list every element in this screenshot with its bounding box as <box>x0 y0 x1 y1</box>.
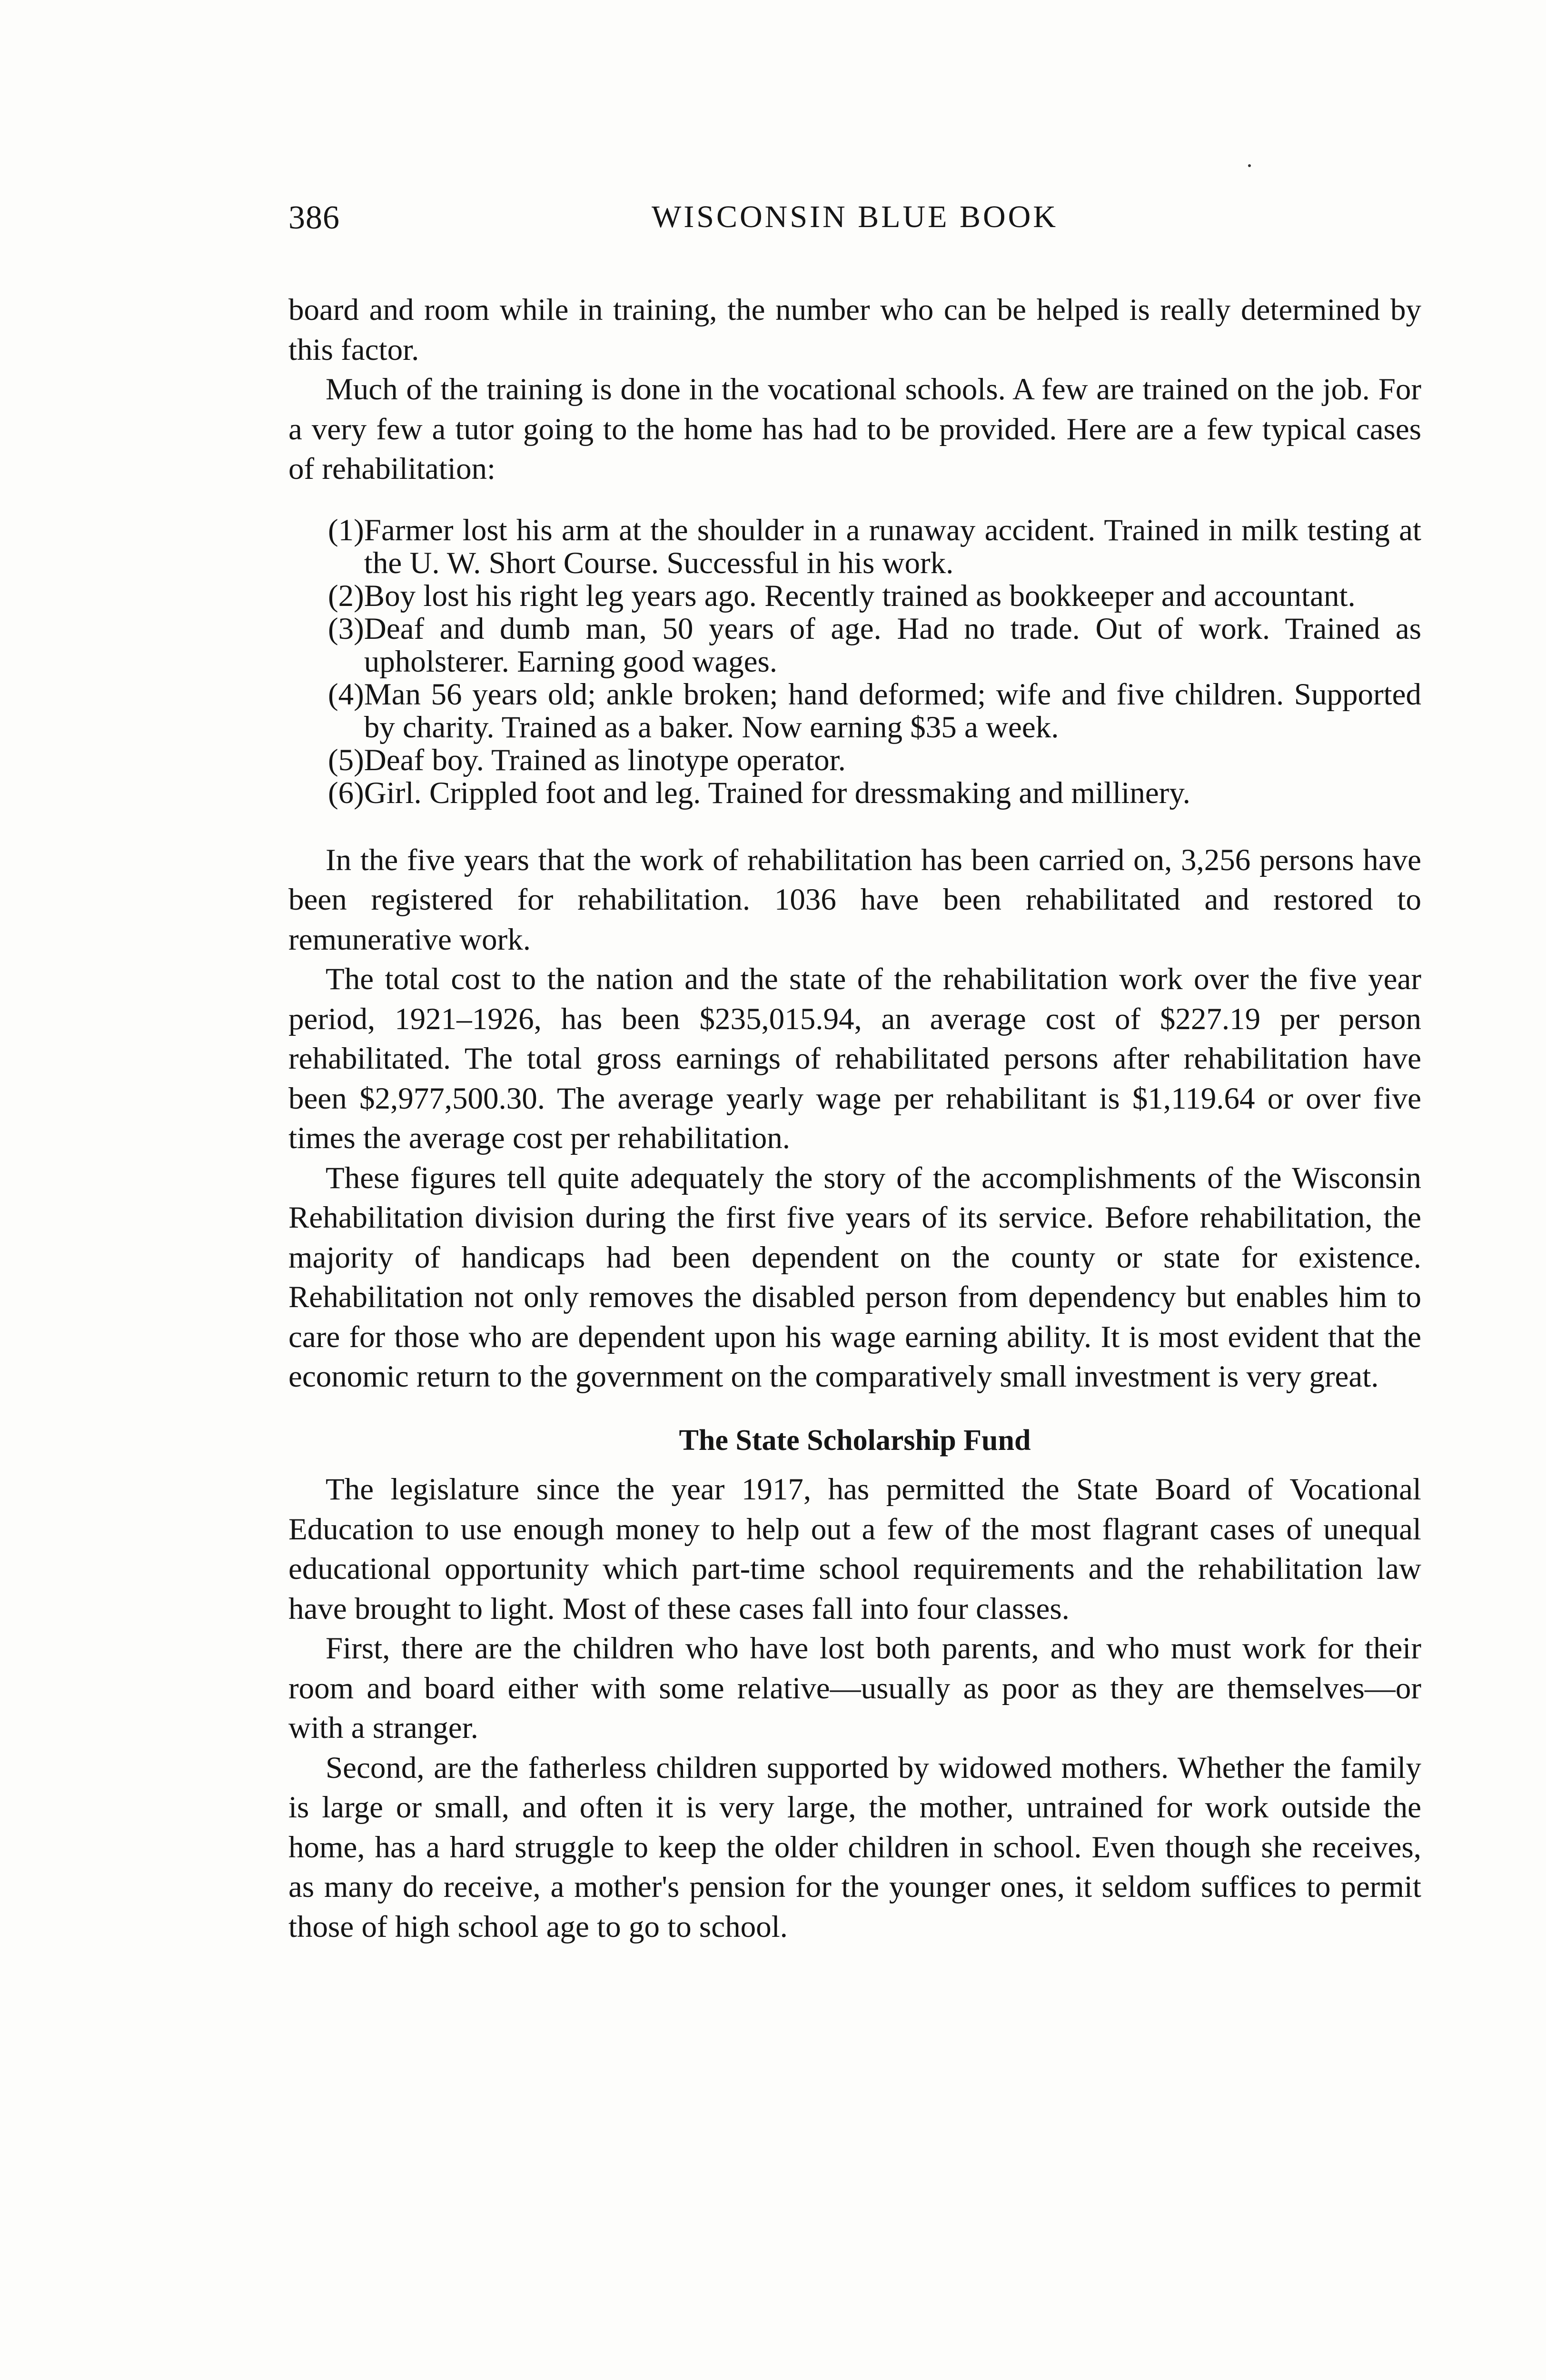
case-text: Farmer lost his arm at the shoulder in a runaway accident. Trained in milk testing at the U. W. Short Course. Successful in his work. <box>364 513 1421 580</box>
case-list <box>288 514 1421 810</box>
case-text: Man 56 years old; ankle broken; hand deformed; wife and five children. Supported by charity. Trained as a baker. Now earning $35 a week. <box>364 677 1421 744</box>
case-number: (4) <box>328 677 364 712</box>
page-header <box>288 199 1421 242</box>
paragraph-continued: board and room while in training, the number who can be helped is really determined by this factor. <box>288 293 1421 367</box>
paragraph-legislature: The legislature since the year 1917, has permitted the State Board of Vocational Education to use enough money to help out a few of the most flagrant cases of unequal educational opportunity which part-time school requirements and the rehabilitation law have brought to light. Most of these cases fall into four classes. <box>288 1472 1421 1626</box>
case-text: Boy lost his right leg years ago. Recently trained as bookkeeper and accountant. <box>364 578 1356 613</box>
case-item <box>288 777 1421 810</box>
case-item <box>288 613 1421 678</box>
paragraph-first-class: First, there are the children who have lost both parents, and who must work for their room and board either with some relative—usually as poor as they are themselves—or with a stranger. <box>288 1631 1421 1745</box>
paragraph-training: Much of the training is done in the vocational schools. A few are trained on the job. For a very few a tutor going to the home has had to be provided. Here are a few typical cases of rehabilitation: <box>288 372 1421 486</box>
case-item <box>288 744 1421 777</box>
paragraph-cost: The total cost to the nation and the state of the rehabilitation work over the five year period, 1921–1926, has been $235,015.94, an average cost of $227.19 per person rehabilitated. The total gross earnings of rehabilitated persons after rehabilitation have been $2,977,500.30. The average yearly wage per rehabilitant is $1,119.64 or over five times the average cost per rehabilitation. <box>288 962 1421 1155</box>
scan-speck <box>1248 164 1251 167</box>
paragraph-accomplishments: These figures tell quite adequately the story of the accomplishments of the Wisconsin Rehabilitation division during the first five years of its service. Before rehabilitation, the majority of handicaps had been dependent on the county or state for existence. Rehabilitation not only removes the disabled person from dependency but enables him to care for those who are dependent upon his wage earning ability. It is most evident that the economic return to the government on the comparatively small investment is very great. <box>288 1160 1421 1394</box>
case-item <box>288 580 1421 613</box>
section-heading: The State Scholarship Fund <box>679 1424 1031 1457</box>
case-item <box>288 514 1421 580</box>
case-number: (5) <box>328 743 364 777</box>
case-text: Deaf and dumb man, 50 years of age. Had no trade. Out of work. Trained as upholsterer. Earning good wages. <box>364 611 1421 679</box>
paragraph-second-class: Second, are the fatherless children supported by widowed mothers. Whether the family is large or small, and often it is very large, the mother, untrained for work outside the home, has a hard struggle to keep the older children in school. Even though she receives, as many do receive, a mother's pension for the younger ones, it seldom suffices to permit those of high school age to go to school. <box>288 1750 1421 1944</box>
case-number: (1) <box>328 513 364 547</box>
page-number: 386 <box>288 199 340 236</box>
case-text: Girl. Crippled foot and leg. Trained for dressmaking and millinery. <box>364 775 1190 810</box>
running-head: WISCONSIN BLUE BOOK <box>652 199 1058 234</box>
case-number: (3) <box>328 611 364 646</box>
case-number: (2) <box>328 578 364 613</box>
paragraph-registered: In the five years that the work of rehabilitation has been carried on, 3,256 persons have been registered for rehabilitation. 1036 have been rehabilitated and restored to remunerative work. <box>288 843 1421 957</box>
page-body <box>288 290 1421 1947</box>
case-item <box>288 678 1421 744</box>
case-text: Deaf boy. Trained as linotype operator. <box>364 743 846 777</box>
case-number: (6) <box>328 775 364 810</box>
